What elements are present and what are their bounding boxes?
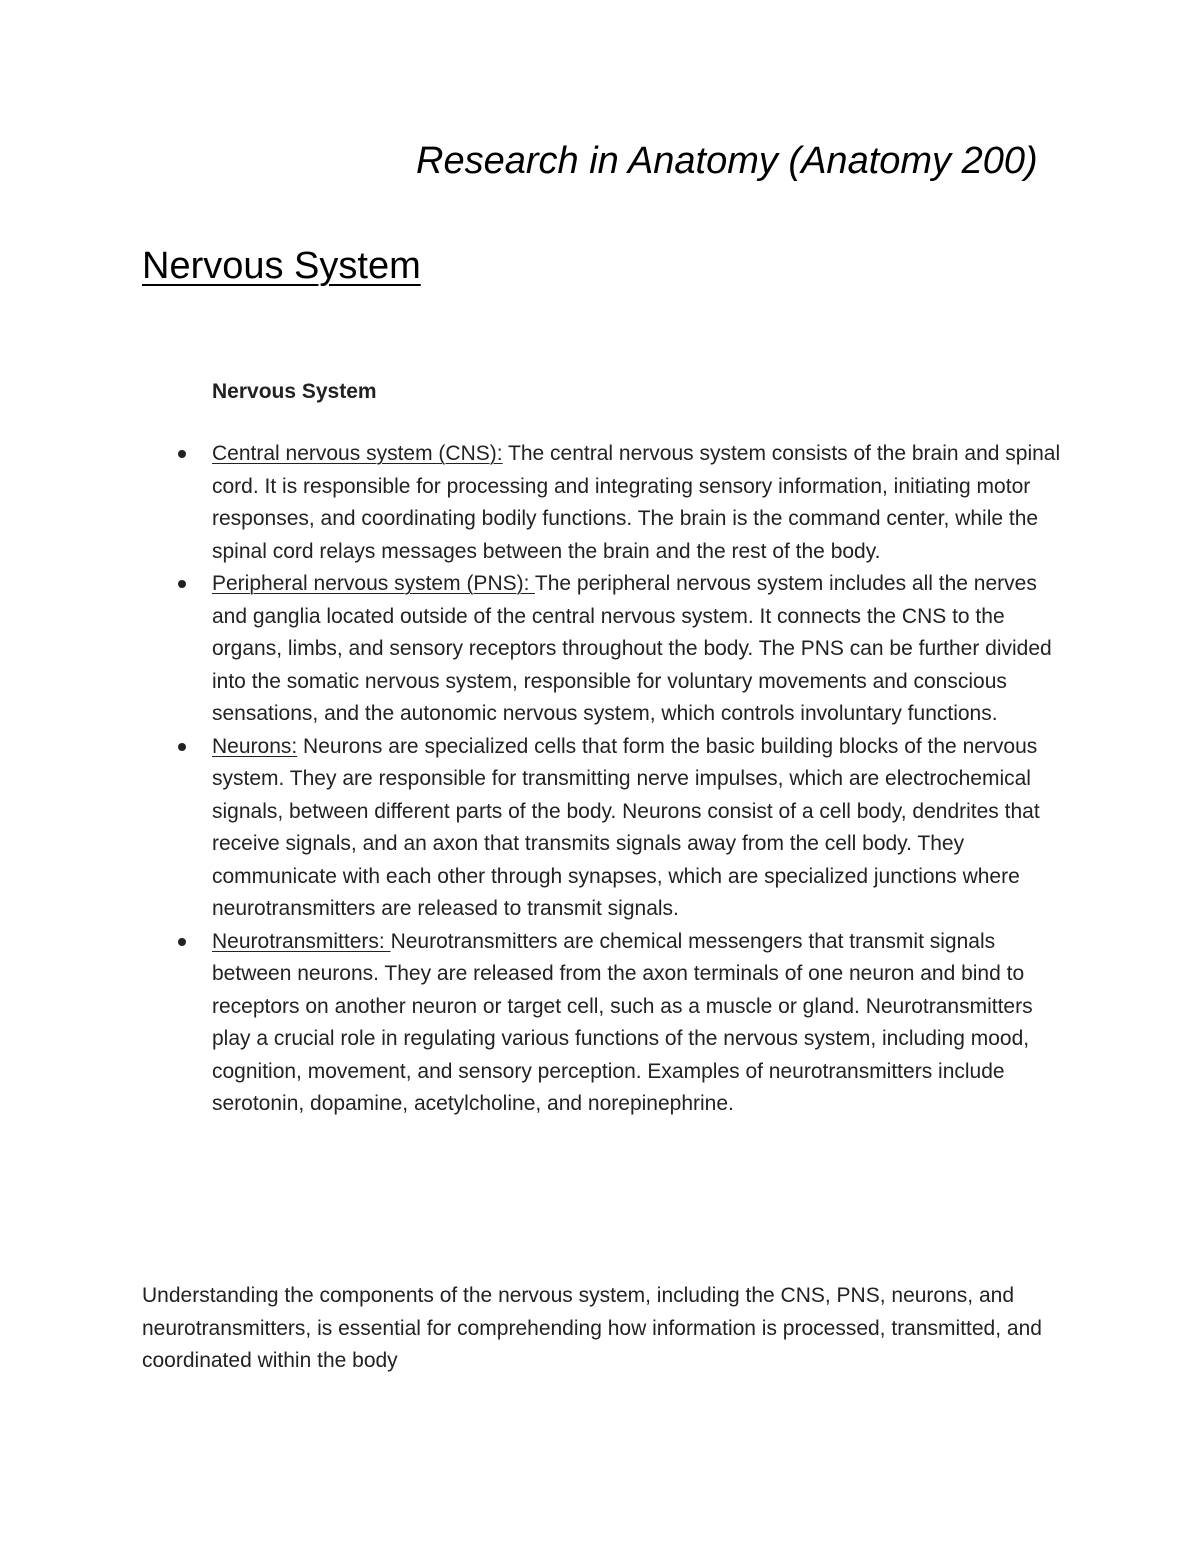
item-text: Neurotransmitters are chemical messengers that transmit signals between neurons. They are released from the axon terminals of one neuron and bind to receptors on another neuron or target cell, such as a muscle or gland. Neurotransmitters play a crucial role in regulating various functions of the nervous system, including mood, cognition, movement, and sensory perception. Examples of neurotransmitters include serotonin, dopamine, acetylcholine, and norepinephrine. (212, 929, 1033, 1115)
list-item (212, 926, 1072, 1121)
bullet-icon (178, 450, 186, 458)
conclusion-paragraph: Understanding the components of the nervous system, including the CNS, PNS, neurons, and neurotransmitters, is essential for comprehending how information is processed, transmitted, and coordinated within the body (142, 1284, 1042, 1372)
item-term: Neurotransmitters: (212, 929, 391, 953)
list-item (212, 731, 1072, 926)
item-term: Central nervous system (CNS): (212, 442, 503, 465)
bullet-list (212, 438, 1072, 1121)
bullet-icon (178, 580, 186, 588)
list-item (212, 438, 1072, 568)
subheading: Nervous System (212, 380, 377, 403)
item-text: The peripheral nervous system includes all the nerves and ganglia located outside of the central nervous system. It connects the CNS to the organs, limbs, and sensory receptors throughout the body. The PNS can be further divided into the somatic nervous system, responsible for voluntary movements and conscious sensations, and the autonomic nervous system, which controls involuntary functions. (212, 572, 1052, 725)
bullet-icon (178, 743, 186, 751)
list-item (212, 568, 1072, 731)
section-heading: Nervous System (142, 245, 421, 287)
item-term: Peripheral nervous system (PNS): (212, 572, 535, 595)
item-text: The central nervous system consists of the brain and spinal cord. It is responsible for processing and integrating sensory information, initiating motor responses, and coordinating bodily functions. The brain is the command center, while the spinal cord relays messages between the brain and the rest of the body. (212, 442, 1061, 563)
bullet-icon (178, 938, 186, 946)
item-text: Neurons are specialized cells that form the basic building blocks of the nervous system. They are responsible for transmitting nerve impulses, which are electrochemical signals, between different parts of the body. Neurons consist of a cell body, dendrites that receive signals, and an axon that transmits signals away from the cell body. They communicate with each other through synapses, which are specialized junctions where neurotransmitters are released to transmit signals. (212, 734, 1040, 920)
item-term: Neurons: (212, 734, 298, 758)
document-title: Research in Anatomy (Anatomy 200) (416, 140, 1038, 182)
